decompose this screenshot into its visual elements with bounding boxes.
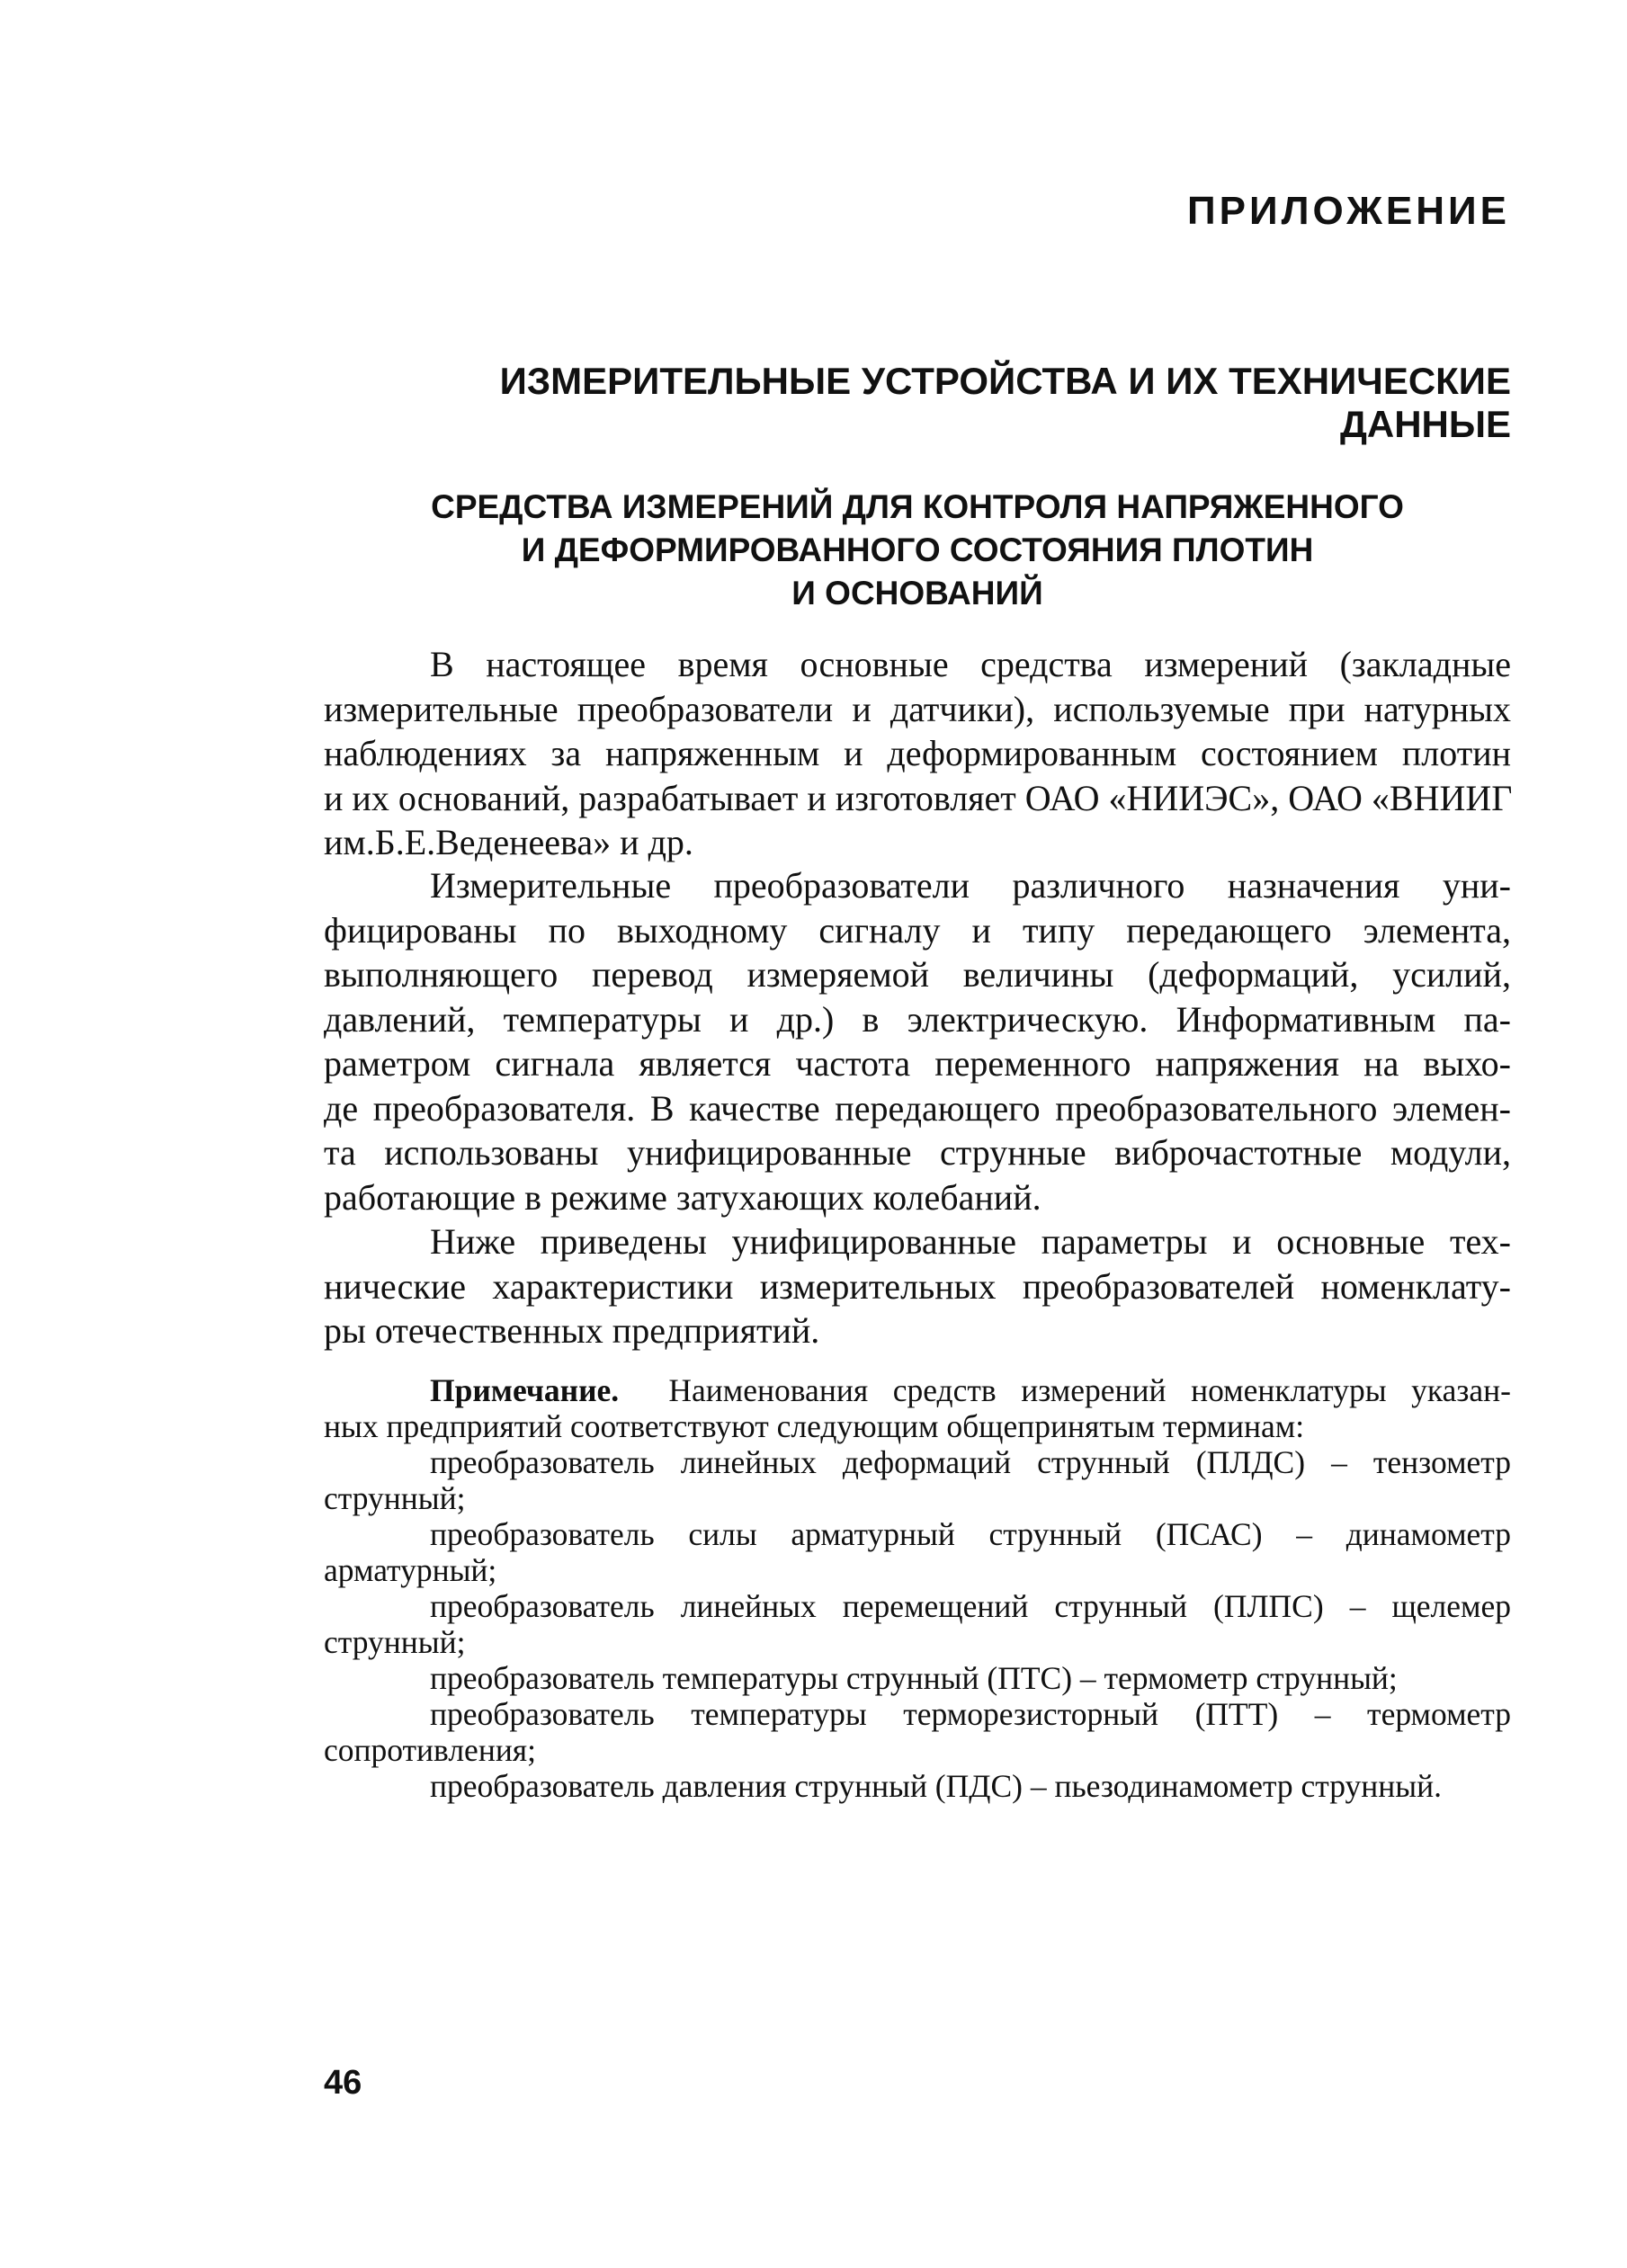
note-item: преобразователь линейных перемещений струнный (ПЛПС) – щелемер	[430, 1588, 1511, 1624]
paragraph-line: им.Б.Е.Веденеева» и др.	[324, 822, 693, 862]
note-item-continuation: струнный;	[324, 1624, 466, 1660]
note-item: преобразователь температуры терморезисторный (ПТТ) – термометр	[430, 1696, 1511, 1732]
note-item-continuation: сопротивления;	[324, 1732, 537, 1768]
page-number: 46	[324, 2064, 362, 2102]
section-heading-line: И ДЕФОРМИРОВАННОГО СОСТОЯНИЯ ПЛОТИН	[521, 531, 1314, 568]
paragraph-line: выполняющего перевод измеряемой величины (деформаций, усилий,	[324, 954, 1511, 995]
section-heading-line: СРЕДСТВА ИЗМЕРЕНИЙ ДЛЯ КОНТРОЛЯ НАПРЯЖЕННОГО	[431, 488, 1404, 525]
paragraph-line: работающие в режиме затухающих колебаний.	[324, 1176, 1041, 1218]
paragraph-line: де преобразователя. В качестве передающего преобразовательного элемен-	[324, 1087, 1511, 1129]
note-intro-line	[324, 1372, 1511, 1408]
paragraph-line: измерительные преобразователи и датчики), используемые при натурных	[324, 688, 1511, 729]
paragraph-1	[324, 642, 1511, 865]
paragraph-line: наблюдениях за напряженным и деформированным состоянием плотин	[324, 733, 1511, 773]
paragraph-line: давлений, температуры и др.) в электрическую. Информативным па-	[324, 998, 1511, 1040]
paragraph-line: нические характеристики измерительных преобразователей номенклату-	[324, 1265, 1511, 1307]
paragraph-line: раметром сигнала является частота переменного напряжения на выхо-	[324, 1043, 1511, 1084]
paragraph-line: Ниже приведены унифицированные параметры и основные тех-	[430, 1221, 1511, 1262]
note-block	[324, 1372, 1511, 1804]
note-item: преобразователь давления струнный (ПДС) – пьезодинамометр струнный.	[430, 1768, 1443, 1804]
main-title: ИЗМЕРИТЕЛЬНЫЕ УСТРОЙСТВА И ИХ ТЕХНИЧЕСКИЕ ДАННЫЕ	[499, 360, 1511, 445]
paragraph-2	[324, 863, 1511, 1219]
note-item-continuation: струнный;	[324, 1480, 466, 1516]
note-item-continuation: арматурный;	[324, 1552, 497, 1588]
note-item: преобразователь температуры струнный (ПТС) – термометр струнный;	[430, 1660, 1398, 1696]
note-intro-first: Наименования средств измерений номенклатуры указан-	[668, 1372, 1511, 1408]
note-item: преобразователь силы арматурный струнный (ПСАС) – динамометр	[430, 1516, 1511, 1552]
appendix-title: ПРИЛОЖЕНИЕ	[1187, 189, 1510, 233]
paragraph-line: ры отечественных предприятий.	[324, 1310, 820, 1351]
paragraph-line: та использованы унифицированные струнные виброчастотные модули,	[324, 1132, 1511, 1173]
paragraph-line: Измерительные преобразователи различного назначения уни-	[430, 865, 1511, 906]
note-label: Примечание.	[430, 1372, 620, 1408]
paragraph-line: и их оснований, разрабатывает и изготовляет ОАО «НИИЭС», ОАО «ВНИИГ	[324, 777, 1513, 818]
note-intro-line: ных предприятий соответствуют следующим общепринятым терминам:	[324, 1408, 1305, 1444]
paragraph-line: В настоящее время основные средства измерений (закладные	[430, 644, 1511, 684]
note-item: преобразователь линейных деформаций струнный (ПЛДС) – тензометр	[430, 1444, 1511, 1480]
section-heading-line: И ОСНОВАНИЙ	[791, 575, 1043, 612]
section-heading	[324, 486, 1511, 615]
paragraph-line: фицированы по выходному сигналу и типу передающего элемента,	[324, 909, 1511, 951]
paragraph-3	[324, 1219, 1511, 1353]
